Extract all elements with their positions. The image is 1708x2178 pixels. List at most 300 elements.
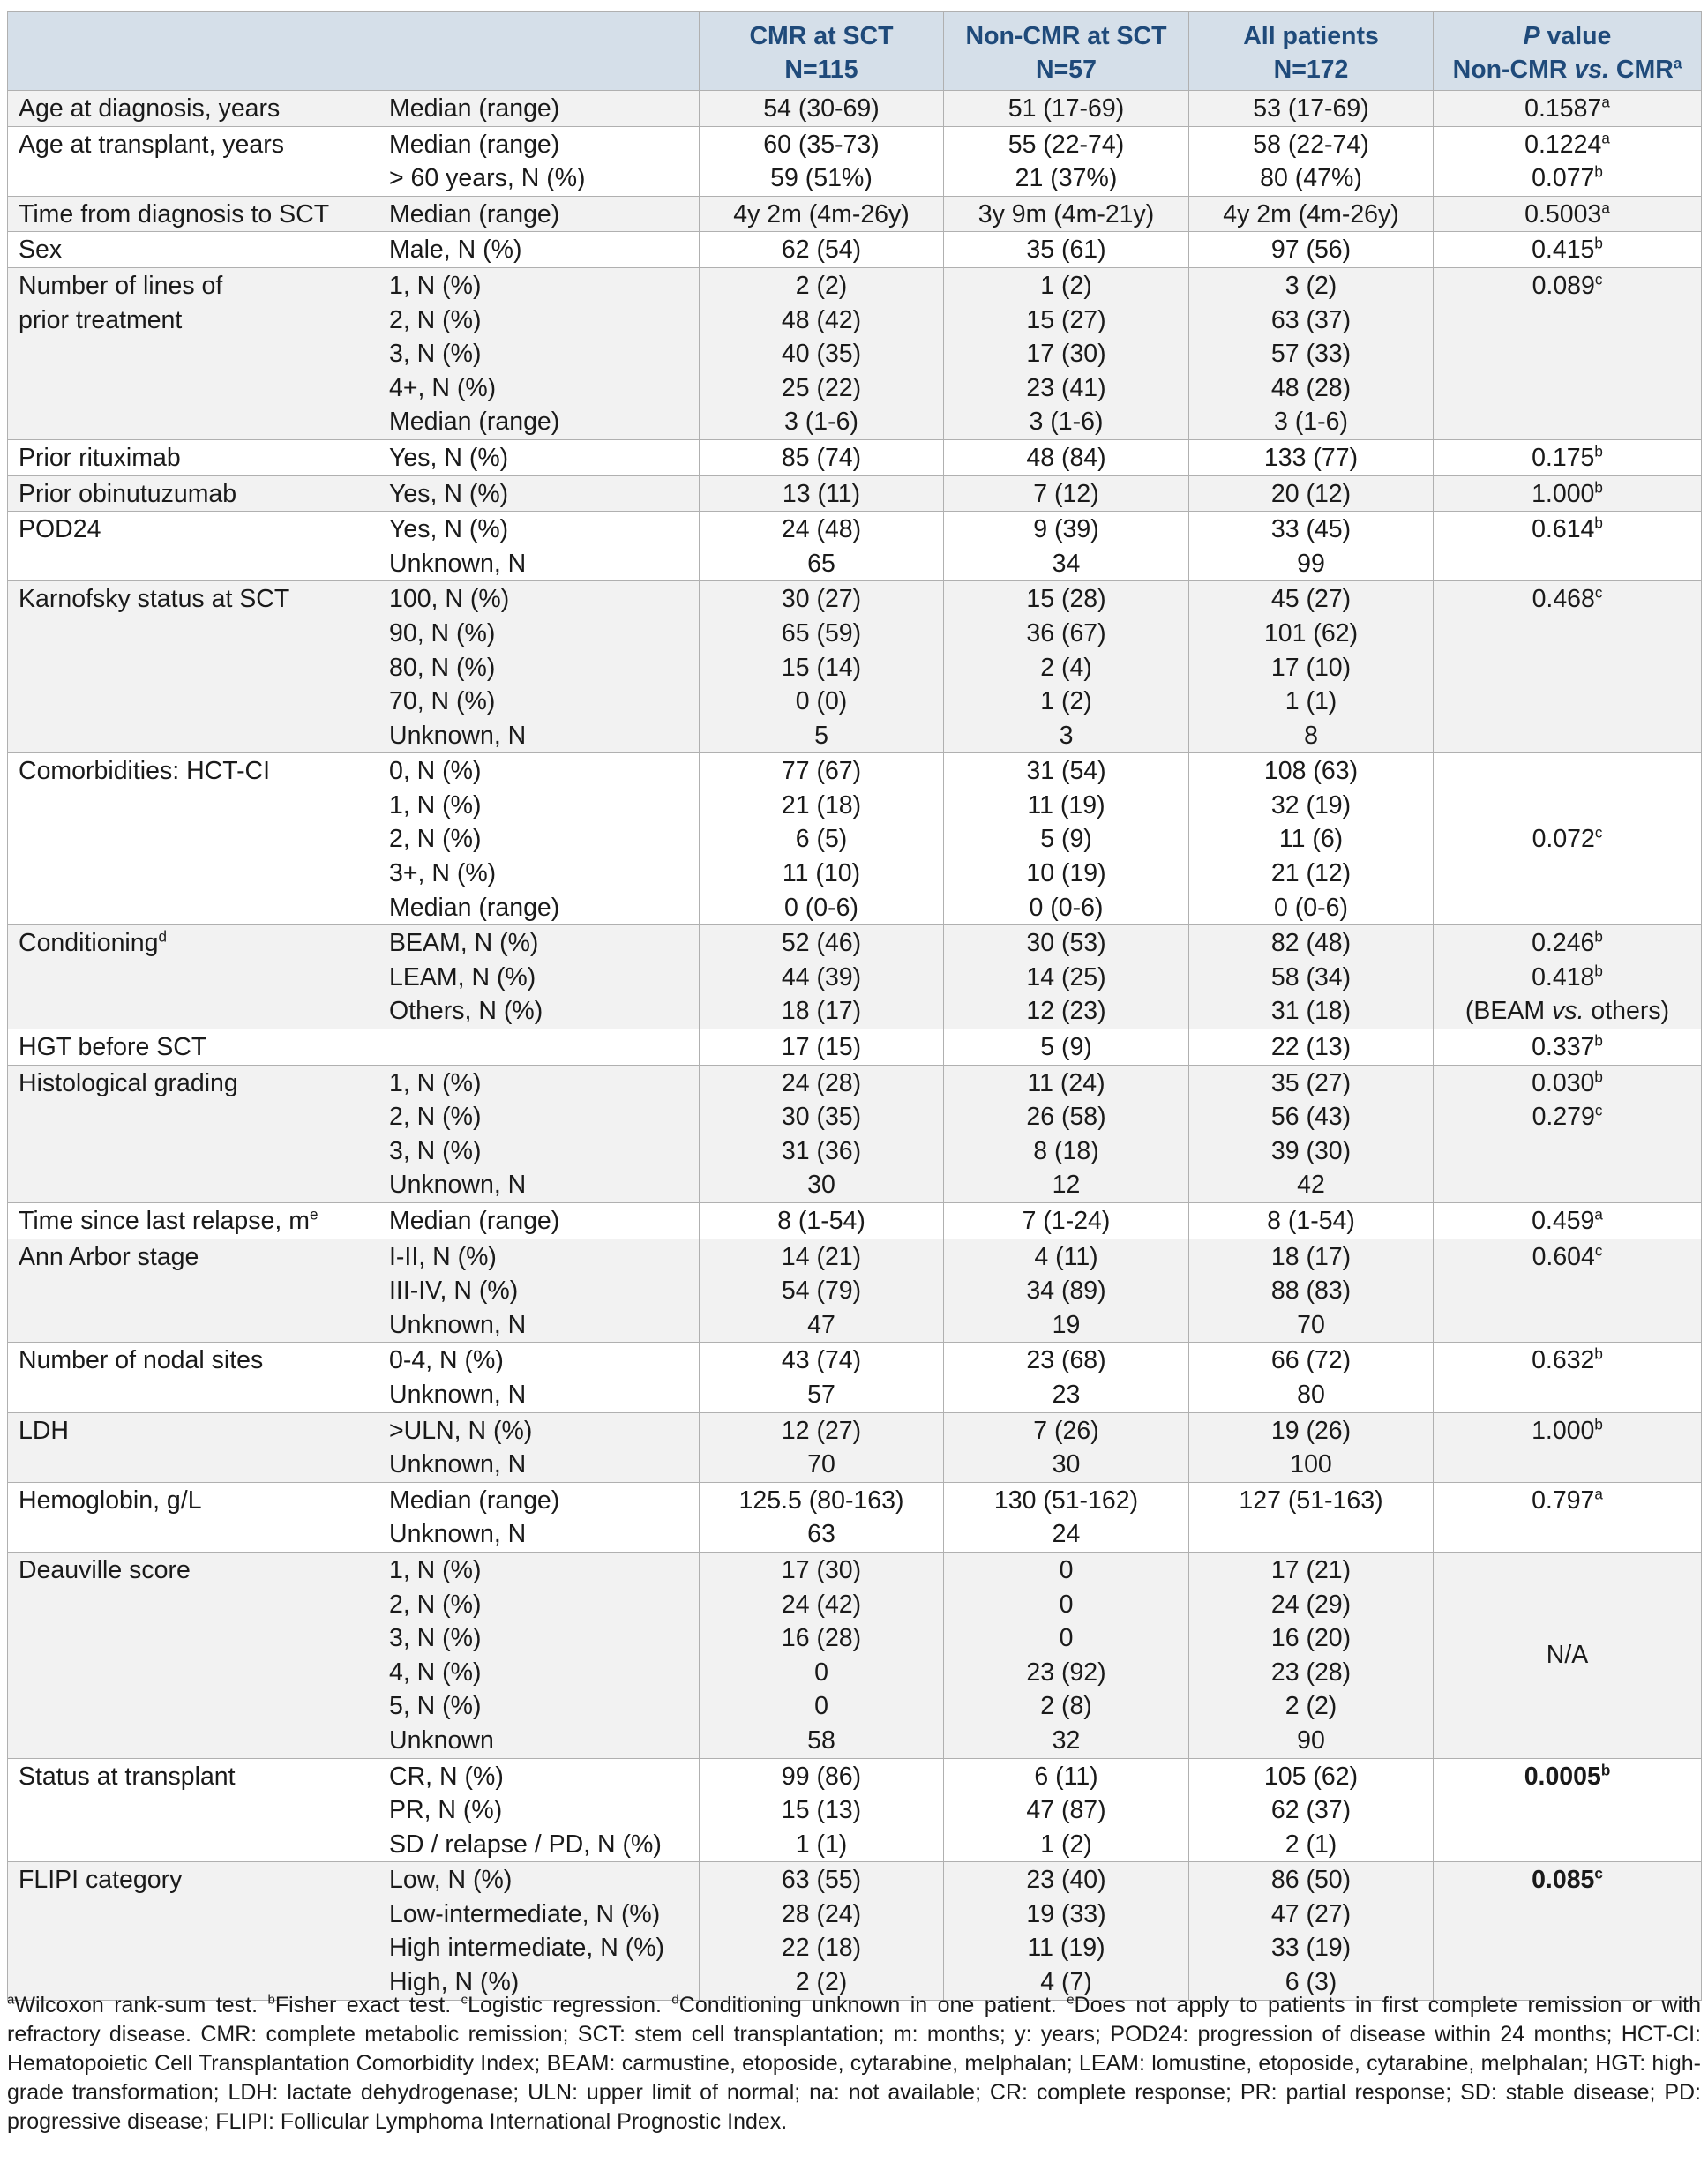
- row-sublabel-cell: [378, 267, 700, 439]
- row-sublabel-cell: [378, 1203, 700, 1239]
- row-sublabel: Low-intermediate, N (%): [389, 1899, 661, 1928]
- row-sublabel: 1, N (%): [389, 1555, 482, 1584]
- p-note-a: (BEAM: [1465, 997, 1553, 1026]
- table-row-group: [8, 1065, 1702, 1202]
- all-patients-value: 31 (18): [1270, 997, 1352, 1026]
- cmr-value: 125.5 (80-163): [738, 1486, 904, 1515]
- footnote-marker: c: [1594, 1102, 1603, 1119]
- footnote-marker: b: [1594, 514, 1603, 532]
- all-patients-value: 8 (1-54): [1267, 1207, 1355, 1235]
- non-cmr-value: 5 (9): [1040, 825, 1092, 854]
- non-cmr-value: 3: [1059, 721, 1074, 750]
- non-cmr-value: 34: [1052, 549, 1081, 578]
- p-value: [1434, 513, 1701, 547]
- all-patients-value-cell: [1189, 1065, 1434, 1202]
- all-patients-value: 90: [1297, 1725, 1325, 1755]
- all-patients-value: 80: [1297, 1380, 1325, 1409]
- table-row-group: [8, 126, 1702, 196]
- footnote-marker: e: [309, 1206, 318, 1224]
- p-value: [1434, 1343, 1701, 1378]
- cmr-value: 60 (35-73): [763, 130, 880, 159]
- header-non-cmr: [944, 12, 1189, 91]
- all-patients-value: 42: [1297, 1171, 1325, 1200]
- footnote-text: Logistic regression.: [468, 1993, 672, 2017]
- cmr-value-cell: [700, 1552, 944, 1758]
- p-value-number: 0.468: [1532, 585, 1595, 614]
- all-patients-value-cell: [1189, 91, 1434, 127]
- non-cmr-value: 7 (1-24): [1022, 1207, 1111, 1235]
- cmr-value: 54 (30-69): [763, 94, 880, 123]
- all-patients-value: 100: [1290, 1450, 1332, 1479]
- non-cmr-value: 23 (92): [1026, 1658, 1106, 1687]
- p-value-cell: [1434, 1203, 1702, 1239]
- row-sublabel: 2, N (%): [389, 1103, 482, 1132]
- non-cmr-value-cell: [944, 232, 1189, 268]
- row-sublabel: 3, N (%): [389, 1624, 482, 1653]
- footnote-marker: b: [1594, 1416, 1603, 1433]
- cmr-value-cell: [700, 91, 944, 127]
- p-value: [1434, 198, 1701, 232]
- cmr-value: 0: [814, 1692, 828, 1721]
- row-sublabel-cell: [378, 1482, 700, 1552]
- row-label-text: FLIPI category: [19, 1866, 183, 1895]
- row-sublabel: [389, 1030, 699, 1065]
- non-cmr-value: 11 (19): [1027, 790, 1105, 820]
- footnote-marker: b: [267, 1992, 275, 2008]
- non-cmr-value: 30: [1052, 1450, 1081, 1479]
- p-value: [1434, 1760, 1701, 1794]
- row-sublabel: Unknown, N: [389, 1310, 527, 1339]
- baseline-characteristics-table: [7, 11, 1702, 2001]
- all-patients-value-cell: [1189, 1412, 1434, 1482]
- p-value-cell: [1434, 1862, 1702, 2000]
- header-all-label: All patients: [1243, 22, 1379, 50]
- non-cmr-value: 5 (9): [1040, 1033, 1092, 1062]
- row-label: [8, 753, 378, 925]
- row-label-text: POD24: [19, 515, 101, 544]
- row-label: [8, 1862, 378, 2000]
- row-sublabel-cell: [378, 753, 700, 925]
- non-cmr-value: 21 (37%): [1015, 164, 1118, 193]
- row-sublabel-cell: [378, 1552, 700, 1758]
- non-cmr-value-cell: [944, 126, 1189, 196]
- non-cmr-value: 11 (19): [1027, 1934, 1105, 1963]
- cmr-value: 15 (14): [781, 653, 862, 682]
- all-patients-value: 23 (28): [1270, 1658, 1352, 1687]
- p-value-number: 0.5003: [1524, 199, 1602, 228]
- all-patients-value: 4y 2m (4m-26y): [1223, 199, 1399, 228]
- table-row-group: [8, 753, 1702, 925]
- p-value: [1434, 1414, 1701, 1448]
- all-patients-value: 66 (72): [1270, 1346, 1352, 1375]
- cmr-value: 63 (55): [781, 1866, 862, 1895]
- non-cmr-value: 31 (54): [1026, 757, 1106, 786]
- row-sublabel: Unknown, N: [389, 1520, 527, 1549]
- row-label-text: prior treatment: [19, 305, 183, 334]
- footnote-marker: b: [1594, 163, 1603, 181]
- row-sublabel-cell: [378, 126, 700, 196]
- p-value-cell: [1434, 925, 1702, 1029]
- header-all-n: N=172: [1273, 56, 1349, 84]
- row-sublabel: Unknown, N: [389, 1171, 527, 1200]
- row-sublabel: 90, N (%): [389, 618, 496, 647]
- all-patients-value-cell: [1189, 1029, 1434, 1066]
- row-sublabel: 1, N (%): [389, 790, 482, 820]
- row-sublabel: 5, N (%): [389, 1692, 482, 1721]
- p-value: [1434, 161, 1701, 196]
- all-patients-value: 47 (27): [1270, 1899, 1352, 1928]
- cmr-value: 6 (5): [795, 825, 848, 854]
- non-cmr-value-cell: [944, 439, 1189, 475]
- row-label-text: Prior rituximab: [19, 443, 181, 472]
- row-sublabel-cell: [378, 475, 700, 512]
- header-cmr-label: CMR at SCT: [749, 22, 894, 50]
- footnote-marker: b: [1594, 235, 1603, 252]
- p-value-cell: [1434, 581, 1702, 753]
- all-patients-value: 35 (27): [1270, 1068, 1352, 1097]
- table-row-group: [8, 1029, 1702, 1066]
- non-cmr-value-cell: [944, 1239, 1189, 1343]
- all-patients-value-cell: [1189, 1239, 1434, 1343]
- cmr-value: 5: [814, 721, 828, 750]
- row-sublabel: 3, N (%): [389, 1136, 482, 1165]
- cmr-value-cell: [700, 126, 944, 196]
- non-cmr-value: 7 (12): [1033, 479, 1099, 508]
- cmr-value: 54 (79): [781, 1276, 862, 1306]
- all-patients-value: 56 (43): [1270, 1103, 1352, 1132]
- p-value: [1434, 1863, 1701, 1897]
- footnote-marker: b: [1594, 928, 1603, 946]
- non-cmr-value: 4 (7): [1040, 1968, 1092, 1997]
- p-note-vs: vs.: [1552, 997, 1584, 1026]
- footnote-marker: a: [7, 1992, 15, 2008]
- all-patients-value: 105 (62): [1263, 1762, 1359, 1791]
- p-value-number: 0.085: [1532, 1866, 1595, 1895]
- cmr-value-cell: [700, 581, 944, 753]
- all-patients-value: 48 (28): [1270, 373, 1352, 402]
- row-sublabel: III-IV, N (%): [389, 1276, 519, 1306]
- cmr-value-cell: [700, 1862, 944, 2000]
- row-sublabel: Unknown: [389, 1725, 494, 1755]
- non-cmr-value: 9 (39): [1033, 515, 1099, 544]
- cmr-value-cell: [700, 232, 944, 268]
- non-cmr-value: 1 (2): [1040, 687, 1092, 716]
- header-p-sub-b: CMR: [1609, 56, 1674, 84]
- row-label-text: LDH: [19, 1416, 70, 1445]
- non-cmr-value-cell: [944, 1343, 1189, 1412]
- non-cmr-value: 30 (53): [1026, 929, 1106, 958]
- row-sublabel: 2, N (%): [389, 825, 482, 854]
- p-value-cell: [1434, 439, 1702, 475]
- p-value-number: N/A: [1546, 1641, 1589, 1670]
- row-sublabel: 4, N (%): [389, 1658, 482, 1687]
- table-row-group: [8, 1862, 1702, 2000]
- all-patients-value: 16 (20): [1270, 1624, 1352, 1653]
- non-cmr-value: 26 (58): [1026, 1103, 1106, 1132]
- row-sublabel: I-II, N (%): [389, 1242, 497, 1271]
- all-patients-value-cell: [1189, 1862, 1434, 2000]
- p-value-number: 0.632: [1532, 1346, 1595, 1375]
- row-label-text: HGT before SCT: [19, 1033, 207, 1062]
- all-patients-value-cell: [1189, 512, 1434, 581]
- row-label-text: Status at transplant: [19, 1762, 236, 1791]
- cmr-value-cell: [700, 1203, 944, 1239]
- row-label: [8, 475, 378, 512]
- cmr-value-cell: [700, 1758, 944, 1862]
- all-patients-value: 6 (3): [1285, 1968, 1337, 1997]
- cmr-value: 47: [807, 1310, 835, 1339]
- footnote-marker: c: [1594, 824, 1603, 842]
- row-sublabel-cell: [378, 1239, 700, 1343]
- non-cmr-value-cell: [944, 581, 1189, 753]
- non-cmr-value: 23 (41): [1026, 373, 1106, 402]
- non-cmr-value: 19 (33): [1026, 1899, 1106, 1928]
- all-patients-value-cell: [1189, 439, 1434, 475]
- row-label: [8, 581, 378, 753]
- footnote-marker: d: [671, 1992, 679, 2008]
- p-value: [1434, 1204, 1701, 1239]
- header-non-cmr-label: Non-CMR at SCT: [965, 22, 1167, 50]
- cmr-value: 44 (39): [781, 962, 862, 992]
- row-label-text: Prior obinutuzumab: [19, 479, 237, 508]
- row-label: [8, 1412, 378, 1482]
- p-value: [1434, 269, 1701, 303]
- all-patients-value: 8: [1304, 721, 1318, 750]
- p-value-number: 0.175: [1532, 443, 1595, 472]
- cmr-value: 18 (17): [781, 997, 862, 1026]
- row-label-text: Time from diagnosis to SCT: [19, 199, 330, 228]
- row-label-text: Hemoglobin, g/L: [19, 1486, 202, 1515]
- row-sublabel: SD / relapse / PD, N (%): [389, 1830, 662, 1859]
- all-patients-value: 2 (2): [1285, 1692, 1337, 1721]
- all-patients-value: 80 (47%): [1260, 164, 1362, 193]
- all-patients-value: 97 (56): [1270, 236, 1352, 265]
- footnote-marker: c: [1594, 271, 1603, 288]
- row-sublabel: Median (range): [389, 1486, 560, 1515]
- row-label-text: Sex: [19, 236, 63, 265]
- p-value-cell: [1434, 1552, 1702, 1758]
- row-sublabel: 3+, N (%): [389, 859, 497, 888]
- all-patients-value: 101 (62): [1263, 618, 1359, 647]
- table-row-group: [8, 196, 1702, 232]
- all-patients-value: 82 (48): [1270, 929, 1352, 958]
- cmr-value-cell: [700, 439, 944, 475]
- non-cmr-value-cell: [944, 1482, 1189, 1552]
- all-patients-value-cell: [1189, 267, 1434, 439]
- row-sublabel: Unknown, N: [389, 1380, 527, 1409]
- non-cmr-value-cell: [944, 91, 1189, 127]
- footnote-marker: b: [1594, 1068, 1603, 1086]
- footnote-text: Does not apply to patients in first complete remission or with refractory disease. CMR: complete metabolic remission; SCT: stem cell transplantation; m: months; y: years; POD24: progression of disease within 24 months; HCT-CI: Hematopoietic Cell Transplantation Comorbidity Index; BEAM: carmustine, etoposide, cytarabine, melphalan; LEAM: lomustine, etoposide, cytarabine, melphalan; HGT: high-grade transformation; LDH: lactate dehydrogenase; ULN: upper limit of normal; na: not available; CR: complete response; PR: partial response; SD: stable disease; PD: progressive disease; FLIPI: Follicular Lymphoma International Prognostic Index.: [7, 1993, 1702, 2134]
- non-cmr-value: 7 (26): [1033, 1416, 1099, 1445]
- row-sublabel: BEAM, N (%): [389, 929, 539, 958]
- table-footnote: [7, 1991, 1701, 2137]
- non-cmr-value-cell: [944, 1412, 1189, 1482]
- cmr-value: 0 (0): [795, 687, 848, 716]
- row-label: [8, 126, 378, 196]
- footnote-marker: e: [1067, 1992, 1075, 2008]
- all-patients-value: 127 (51-163): [1239, 1486, 1383, 1515]
- p-value-number: 0.797: [1532, 1486, 1595, 1515]
- row-sublabel: Low, N (%): [389, 1866, 513, 1895]
- all-patients-value: 53 (17-69): [1253, 94, 1369, 123]
- non-cmr-value-cell: [944, 1029, 1189, 1066]
- all-patients-value: 3 (2): [1285, 271, 1337, 300]
- all-patients-value: 20 (12): [1270, 479, 1352, 508]
- footnote-marker: b: [1594, 1032, 1603, 1050]
- row-label: [8, 1065, 378, 1202]
- p-value-number: 0.279: [1532, 1103, 1595, 1132]
- all-patients-value: 3 (1-6): [1274, 408, 1348, 437]
- p-value: [1434, 961, 1701, 995]
- all-patients-value-cell: [1189, 1343, 1434, 1412]
- row-sublabel-cell: [378, 1862, 700, 2000]
- cmr-value: 14 (21): [781, 1242, 862, 1271]
- cmr-value-cell: [700, 475, 944, 512]
- non-cmr-value: 10 (19): [1026, 859, 1106, 888]
- p-value-number: 0.415: [1532, 236, 1595, 265]
- cmr-value-cell: [700, 1482, 944, 1552]
- header-p-sub-vs: vs.: [1574, 56, 1609, 84]
- all-patients-value: 1 (1): [1285, 687, 1337, 716]
- row-sublabel-cell: [378, 1412, 700, 1482]
- row-label: [8, 232, 378, 268]
- cmr-value: 70: [807, 1450, 835, 1479]
- footnote-marker: a: [1594, 1486, 1603, 1503]
- cmr-value: 65: [807, 549, 835, 578]
- row-sublabel-cell: [378, 232, 700, 268]
- footnote-marker: c: [461, 1992, 468, 2008]
- row-sublabel: Others, N (%): [389, 997, 543, 1026]
- all-patients-value: 70: [1297, 1310, 1325, 1339]
- non-cmr-value: 1 (2): [1040, 1830, 1092, 1859]
- table-row-group: [8, 1343, 1702, 1412]
- table-row-group: [8, 91, 1702, 127]
- footnote-marker: b: [1594, 443, 1603, 460]
- table-row-group: [8, 512, 1702, 581]
- non-cmr-value: 23 (40): [1026, 1866, 1106, 1895]
- row-sublabel: 100, N (%): [389, 585, 510, 614]
- row-sublabel: Median (range): [389, 94, 560, 123]
- non-cmr-value-cell: [944, 753, 1189, 925]
- non-cmr-value: 0: [1059, 1590, 1074, 1619]
- row-label-text: Histological grading: [19, 1068, 238, 1097]
- all-patients-value-cell: [1189, 1482, 1434, 1552]
- p-value: [1434, 233, 1701, 267]
- row-sublabel: 1, N (%): [389, 271, 482, 300]
- row-sublabel: Unknown, N: [389, 721, 527, 750]
- row-sublabel-cell: [378, 91, 700, 127]
- non-cmr-value: 4 (11): [1034, 1242, 1098, 1271]
- all-patients-value: 33 (45): [1270, 515, 1352, 544]
- p-value-number: 1.000: [1532, 1416, 1595, 1445]
- p-value-cell: [1434, 1758, 1702, 1862]
- p-value: [1434, 1638, 1701, 1673]
- p-value: [1434, 822, 1701, 857]
- all-patients-value: 32 (19): [1270, 790, 1352, 820]
- all-patients-value: 39 (30): [1270, 1136, 1352, 1165]
- cmr-value: 30 (35): [781, 1103, 862, 1132]
- all-patients-value: 18 (17): [1270, 1242, 1352, 1271]
- cmr-value: 13 (11): [782, 479, 861, 508]
- table-header-row: [8, 12, 1702, 91]
- row-label-text: Comorbidities: HCT-CI: [19, 757, 271, 786]
- all-patients-value: 0 (0-6): [1274, 893, 1348, 922]
- non-cmr-value-cell: [944, 1065, 1189, 1202]
- table-row-group: [8, 475, 1702, 512]
- cmr-value-cell: [700, 925, 944, 1029]
- all-patients-value-cell: [1189, 753, 1434, 925]
- non-cmr-value: 12: [1052, 1171, 1081, 1200]
- cmr-value-cell: [700, 196, 944, 232]
- all-patients-value: 63 (37): [1270, 305, 1352, 334]
- cmr-value: 2 (2): [795, 271, 848, 300]
- p-value-number: 0.030: [1532, 1068, 1595, 1097]
- row-label-text: Karnofsky status at SCT: [19, 585, 290, 614]
- cmr-value-cell: [700, 753, 944, 925]
- all-patients-value-cell: [1189, 196, 1434, 232]
- non-cmr-value: 23: [1052, 1380, 1081, 1409]
- p-value-number: 0.1224: [1524, 130, 1602, 159]
- p-value-number: 0.614: [1532, 515, 1595, 544]
- cmr-value: 30 (27): [781, 585, 862, 614]
- p-value: [1434, 128, 1701, 162]
- table-row-group: [8, 1758, 1702, 1862]
- p-note-b: others): [1584, 997, 1670, 1026]
- non-cmr-value: 11 (24): [1027, 1068, 1105, 1097]
- non-cmr-value: 0 (0-6): [1029, 893, 1104, 922]
- p-value-cell: [1434, 232, 1702, 268]
- row-label: [8, 1482, 378, 1552]
- cmr-value: 77 (67): [781, 757, 862, 786]
- row-sublabel-cell: [378, 1029, 700, 1066]
- row-label: [8, 1758, 378, 1862]
- footnote-marker: d: [158, 928, 167, 946]
- header-p-value: [1434, 12, 1702, 91]
- all-patients-value: 86 (50): [1270, 1866, 1352, 1895]
- table-row-group: [8, 232, 1702, 268]
- all-patients-value: 62 (37): [1270, 1796, 1352, 1825]
- cmr-value: 63: [807, 1520, 835, 1549]
- footnote-marker: c: [1594, 1865, 1603, 1882]
- p-value-number: 0.0005: [1524, 1762, 1601, 1791]
- non-cmr-value: 15 (27): [1026, 305, 1106, 334]
- non-cmr-value: 32: [1052, 1725, 1081, 1755]
- row-sublabel-cell: [378, 512, 700, 581]
- cmr-value-cell: [700, 1065, 944, 1202]
- non-cmr-value-cell: [944, 475, 1189, 512]
- header-empty-2: [378, 12, 700, 91]
- cmr-value: 85 (74): [781, 443, 862, 472]
- p-value-cell: [1434, 1412, 1702, 1482]
- p-value: [1434, 441, 1701, 475]
- cmr-value: 17 (15): [781, 1033, 862, 1062]
- cmr-value: 99 (86): [781, 1762, 862, 1791]
- row-sublabel: 3, N (%): [389, 340, 482, 369]
- all-patients-value: 88 (83): [1270, 1276, 1352, 1306]
- all-patients-value: 57 (33): [1270, 340, 1352, 369]
- row-sublabel-cell: [378, 196, 700, 232]
- row-label: [8, 1203, 378, 1239]
- table-row-group: [8, 925, 1702, 1029]
- non-cmr-value: 3y 9m (4m-21y): [978, 199, 1155, 228]
- cmr-value-cell: [700, 267, 944, 439]
- p-value-number: 0.072: [1532, 825, 1595, 854]
- header-p-sup: a: [1673, 55, 1682, 72]
- footnote-marker: a: [1601, 130, 1610, 147]
- non-cmr-value-cell: [944, 1862, 1189, 2000]
- non-cmr-value: 130 (51-162): [993, 1486, 1139, 1515]
